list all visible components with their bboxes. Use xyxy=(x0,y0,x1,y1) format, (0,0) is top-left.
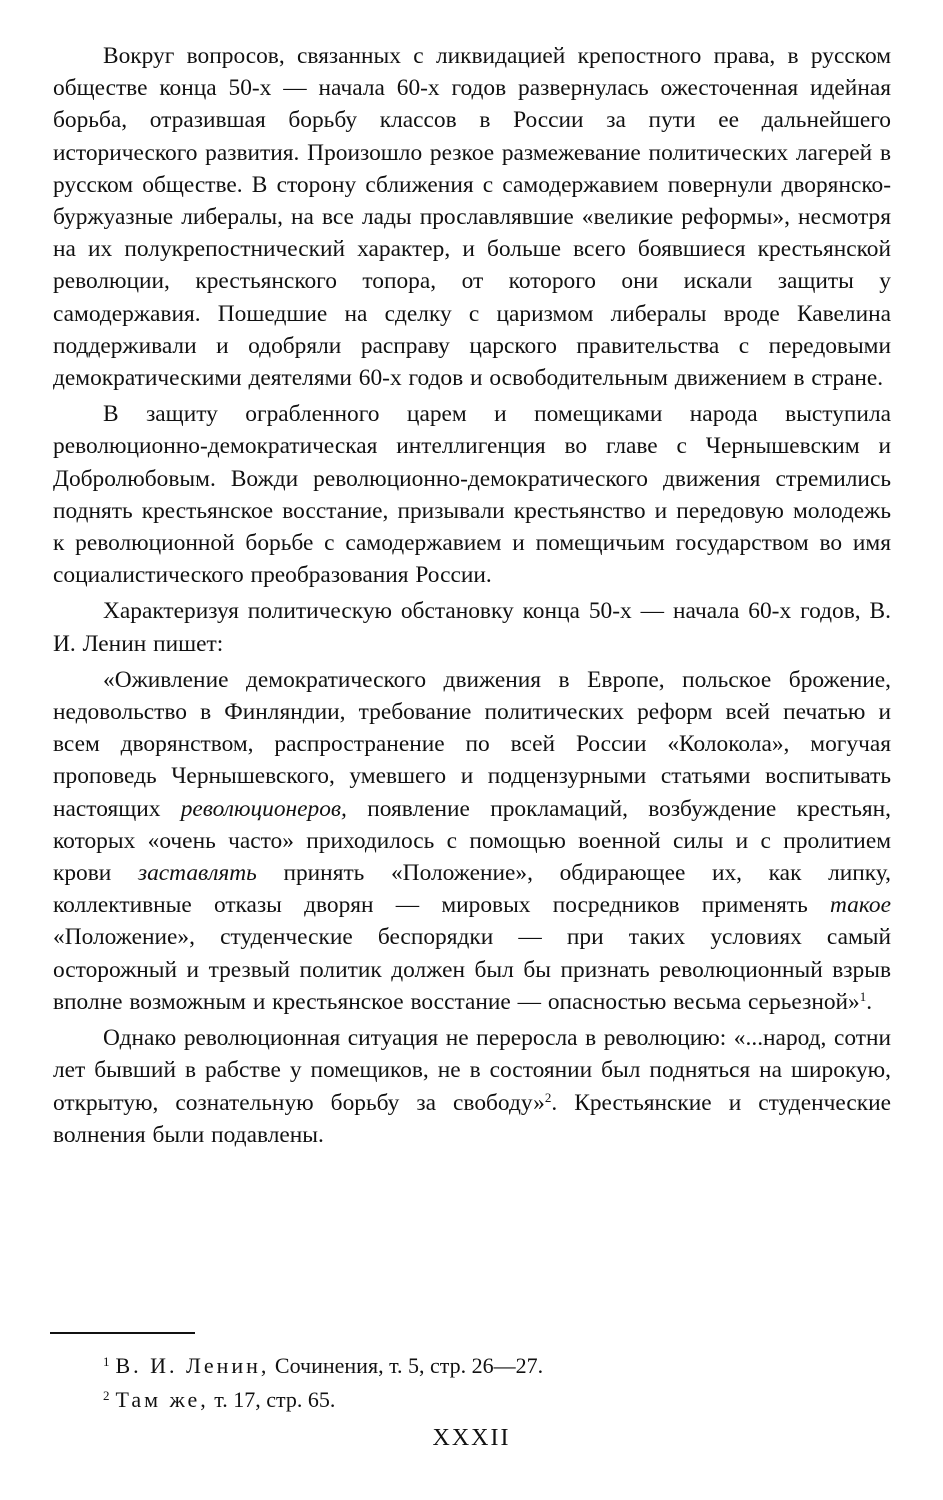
quote-text: принять «Положение», обдирающее их, как липку, коллективные отказы дворян — мировых посредников применять xyxy=(53,860,892,919)
footnote-author: Там же, xyxy=(115,1387,209,1412)
footnote-mark: 1 xyxy=(103,1354,110,1369)
footnotes xyxy=(103,1347,863,1415)
footnote-ref-2: 2 xyxy=(544,1089,552,1105)
paragraph-closing xyxy=(53,1022,891,1151)
footnote-author: В. И. Ленин, xyxy=(115,1353,270,1378)
quote-text: появление прокламаций, возбуждение крестьян, которых «очень часто» приходилось с помощью военной силы и с пролитием крови xyxy=(53,795,892,887)
paragraph-liberals: Вокруг вопросов, связанных с ликвидацией крепостного права, в русском обществе конца 50-х — начала 60-х годов развернулась ожесточенная идейная борьба, отразившая борьбу классов в России за пути ее дальнейшего исторического развития. Произошло резкое размежевание политических лагерей в русском обществе. В сторону сближения с самодержавием повернули дворянско-буржуазные либералы, на все лады прославлявшие «великие реформы», несмотря на их полукрепостнический характер, и больше всего боявшиеся крестьянской революции, крестьянского топора, от которого они искали защиты у самодержавия. Пошедшие на сделку с царизмом либералы вроде Кавелина поддерживали и одобряли расправу царского правительства с передовыми демократическими деятелями 60-х годов и освободительным движением в стране. xyxy=(53,43,891,392)
paragraph-lenin-intro: Характеризуя политическую обстановку конца 50-х — начала 60-х годов, В. И. Ленин пишет: xyxy=(53,598,891,657)
closing-text: . Крестьянские и студенческие волнения были подавлены. xyxy=(53,1089,891,1148)
closing-text: Однако революционная ситуация не переросла в революцию: «...народ, сотни лет бывший в рабстве у помещиков, не в состоянии был подняться на широкую, открытую, сознательную борьбу за свободу» xyxy=(53,1025,891,1116)
body-text xyxy=(53,40,891,1151)
quote-italic-revolutionaries: революционеров, xyxy=(180,795,347,822)
quote-end: . xyxy=(866,988,873,1015)
quote-text: «Оживление демократического движения в Европе, польское брожение, недовольство в Финляндии, требование политических реформ всей печатью и всем дворянством, распространение по всей России «Колокола», могучая проповедь Чернышевского, умевшего и подцензурными статьями воспитывать настоящих xyxy=(53,666,891,822)
lenin-quote xyxy=(53,664,891,1018)
paragraph-revolutionary-democrats: В защиту ограбленного царем и помещиками народа выступила революционно-демократическая интеллигенция во главе с Чернышевским и Добролюбовым. Вожди революционно-демократического движения стремились поднять крестьянское восстание, призывали крестьянство и передовую молодежь к революционной борьбе с самодержавием и помещичьим государством во имя социалистического преобразования России. xyxy=(53,401,891,589)
quote-italic-such: такое xyxy=(829,892,891,919)
footnote-2 xyxy=(103,1381,863,1415)
quote-italic-force: заставлять xyxy=(137,860,257,887)
footnote-source: Сочинения, т. 5, стр. 26—27. xyxy=(269,1353,544,1378)
page-number: XXXII xyxy=(432,1425,511,1451)
footnote-1 xyxy=(103,1347,863,1381)
footnote-ref-1: 1 xyxy=(859,988,867,1004)
footnote-divider xyxy=(50,1332,195,1334)
footnote-source: т. 17, стр. 65. xyxy=(208,1387,336,1412)
footnote-mark: 2 xyxy=(103,1388,110,1403)
quote-text: «Положение», студенческие беспорядки — при таких условиях самый осторожный и трезвый политик должен был бы признать революционный взрыв вполне возможным и крестьянское восстание — опасностью весьма серьезной» xyxy=(53,924,891,1015)
